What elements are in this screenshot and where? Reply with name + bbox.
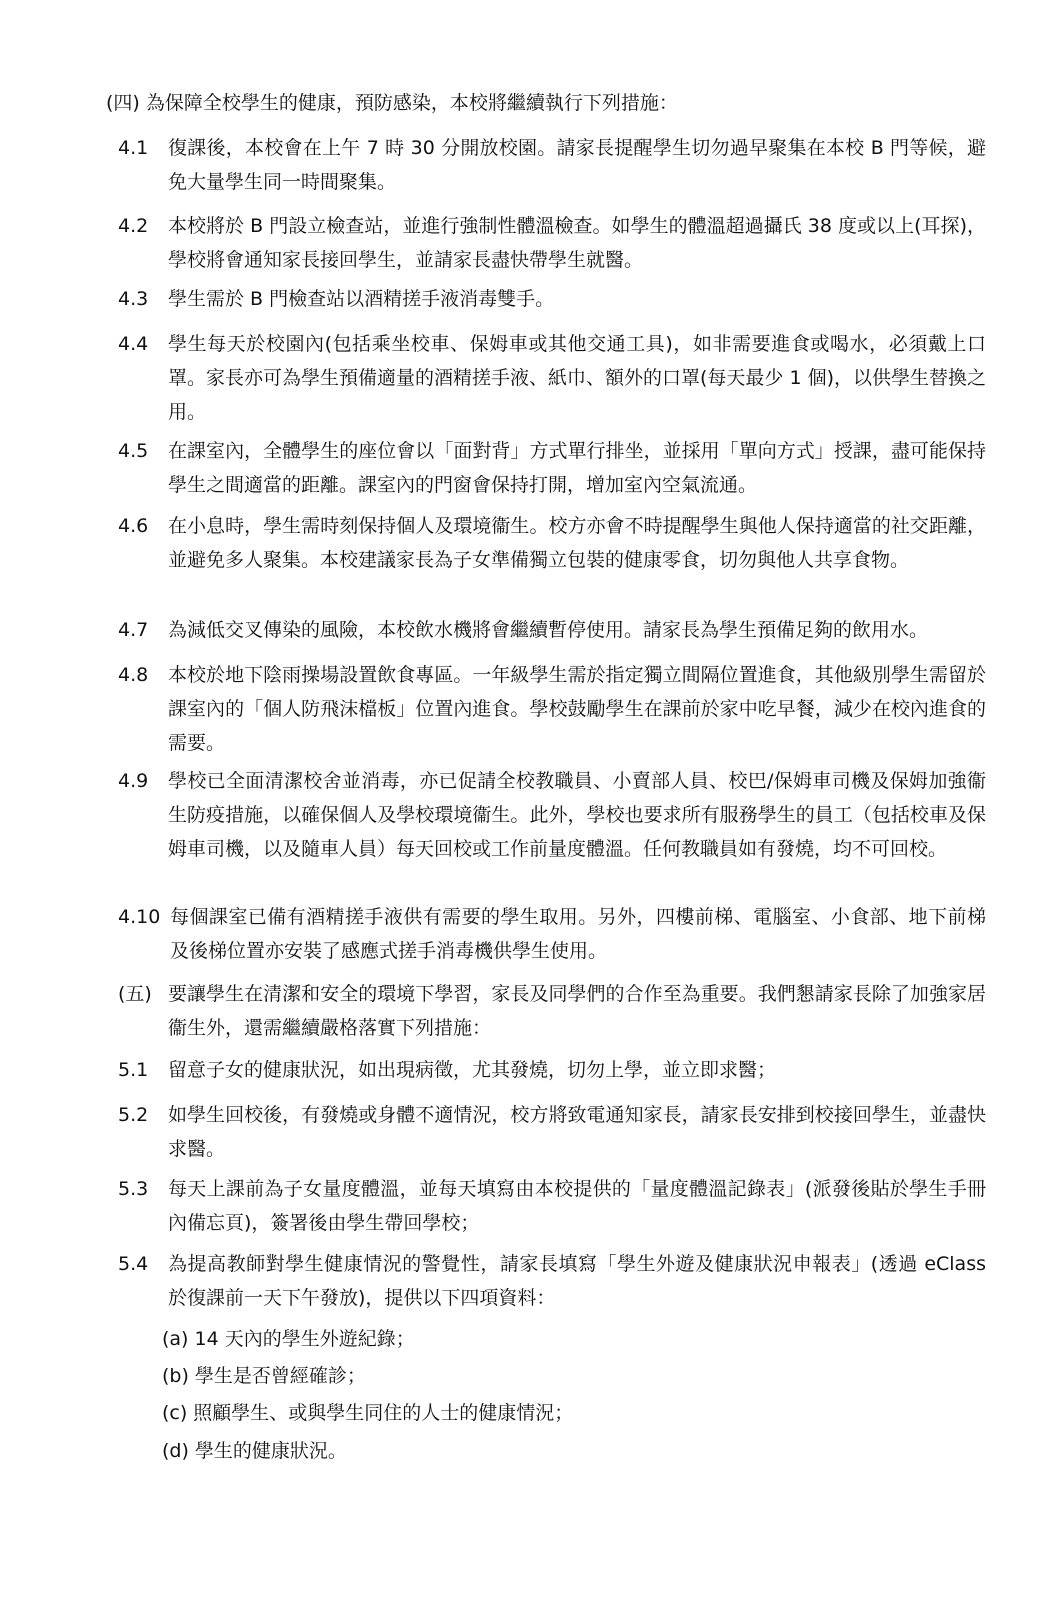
item-text: 每天上課前為子女量度體溫，並每天填寫由本校提供的「量度體溫記錄表」(派發後貼於學生手冊內備忘頁)，簽署後由學生帶回學校； xyxy=(168,1178,986,1234)
section-5-heading xyxy=(118,977,986,1045)
list-item-5-1 xyxy=(118,1053,986,1087)
item-number: 5.3 xyxy=(118,1178,149,1200)
item-text: 在課室內，全體學生的座位會以「面對背」方式單行排坐，並採用「單向方式」授課，盡可能保持學生之間適當的距離。課室內的門窗會保持打開，增加室內空氣流通。 xyxy=(168,440,986,496)
item-text: 本校將於 B 門設立檢查站，並進行強制性體溫檢查。如學生的體溫超過攝氏 38 度或以上(耳探)，學校將會通知家長接回學生，並請家長盡快帶學生就醫。 xyxy=(168,215,986,271)
item-number: 5.2 xyxy=(118,1104,149,1126)
list-item-4-1 xyxy=(118,131,986,199)
item-number: 4.4 xyxy=(118,333,149,355)
item-text: 每個課室已備有酒精搓手液供有需要的學生取用。另外，四樓前梯、電腦室、小食部、地下前梯及後梯位置亦安裝了感應式搓手消毒機供學生使用。 xyxy=(170,906,986,962)
item-number: 4.6 xyxy=(118,515,149,537)
list-item-5-4 xyxy=(118,1247,986,1315)
sub-item-c: (c) 照顧學生、或與學生同住的人士的健康情況； xyxy=(162,1402,574,1424)
list-item-4-5 xyxy=(118,434,986,502)
list-item-4-10 xyxy=(118,900,986,968)
item-number: 4.10 xyxy=(118,906,161,928)
item-number: 4.8 xyxy=(118,664,149,686)
item-text: 復課後，本校會在上午 7 時 30 分開放校園。請家長提醒學生切勿過早聚集在本校 B 門等候，避免大量學生同一時間聚集。 xyxy=(168,137,986,193)
list-item-4-6 xyxy=(118,509,986,577)
section-number: (五) xyxy=(118,983,152,1005)
section-5-heading-text: 要讓學生在清潔和安全的環境下學習，家長及同學們的合作至為重要。我們懇請家長除了加強家居衞生外，還需繼續嚴格落實下列措施： xyxy=(168,983,986,1039)
item-number: 4.9 xyxy=(118,770,149,792)
item-number: 4.2 xyxy=(118,215,149,237)
item-text: 為提高教師對學生健康情況的警覺性，請家長填寫「學生外遊及健康狀況申報表」(透過 eClass 於復課前一天下午發放)，提供以下四項資料： xyxy=(168,1253,986,1309)
sub-item-b: (b) 學生是否曾經確診； xyxy=(162,1365,366,1387)
item-text: 本校於地下陰雨操場設置飲食專區。一年級學生需於指定獨立間隔位置進食，其他級別學生需留於課室內的「個人防飛沫檔板」位置內進食。學校鼓勵學生在課前於家中吃早餐，減少在校內進食的需要。 xyxy=(168,664,986,754)
item-number: 5.1 xyxy=(118,1059,149,1081)
item-text: 學校已全面清潔校舍並消毒，亦已促請全校教職員、小賣部人員、校巴/保姆車司機及保姆加強衞生防疫措施，以確保個人及學校環境衞生。此外，學校也要求所有服務學生的員工（包括校車及保姆車司機，以及隨車人員）每天回校或工作前量度體溫。任何教職員如有發燒，均不可回校。 xyxy=(168,770,986,860)
sub-item-a: (a) 14 天內的學生外遊紀錄； xyxy=(162,1328,415,1350)
item-text: 留意子女的健康狀況，如出現病徵，尤其發燒，切勿上學，並立即求醫； xyxy=(168,1059,777,1081)
list-item-4-7 xyxy=(118,613,986,647)
item-text: 為減低交叉傳染的風險，本校飲水機將會繼續暫停使用。請家長為學生預備足夠的飲用水。 xyxy=(168,619,929,641)
list-item-5-3 xyxy=(118,1172,986,1240)
item-number: 4.3 xyxy=(118,288,149,310)
item-number: 5.4 xyxy=(118,1253,149,1275)
item-text: 如學生回校後，有發燒或身體不適情況，校方將致電通知家長，請家長安排到校接回學生，並盡快求醫。 xyxy=(168,1104,986,1160)
section-4-heading: (四) 為保障全校學生的健康，預防感染，本校將繼續執行下列措施： xyxy=(106,92,678,114)
sub-item-d: (d) 學生的健康狀況。 xyxy=(162,1440,347,1462)
list-item-4-4 xyxy=(118,327,986,429)
item-number: 4.1 xyxy=(118,137,149,159)
list-item-4-9 xyxy=(118,764,986,866)
item-number: 4.5 xyxy=(118,440,149,462)
list-item-5-2 xyxy=(118,1098,986,1166)
item-text: 學生需於 B 門檢查站以酒精搓手液消毒雙手。 xyxy=(168,288,555,310)
item-number: 4.7 xyxy=(118,619,149,641)
list-item-4-2 xyxy=(118,209,986,277)
list-item-4-8 xyxy=(118,658,986,760)
list-item-4-3 xyxy=(118,282,986,316)
item-text: 在小息時，學生需時刻保持個人及環境衞生。校方亦會不時提醒學生與他人保持適當的社交距離，並避免多人聚集。本校建議家長為子女準備獨立包裝的健康零食，切勿與他人共享食物。 xyxy=(168,515,986,571)
item-text: 學生每天於校園內(包括乘坐校車、保姆車或其他交通工具)，如非需要進食或喝水，必須戴上口罩。家長亦可為學生預備適量的酒精搓手液、紙巾、額外的口罩(每天最少 1 個)，以供學生替換之用。 xyxy=(168,333,986,423)
